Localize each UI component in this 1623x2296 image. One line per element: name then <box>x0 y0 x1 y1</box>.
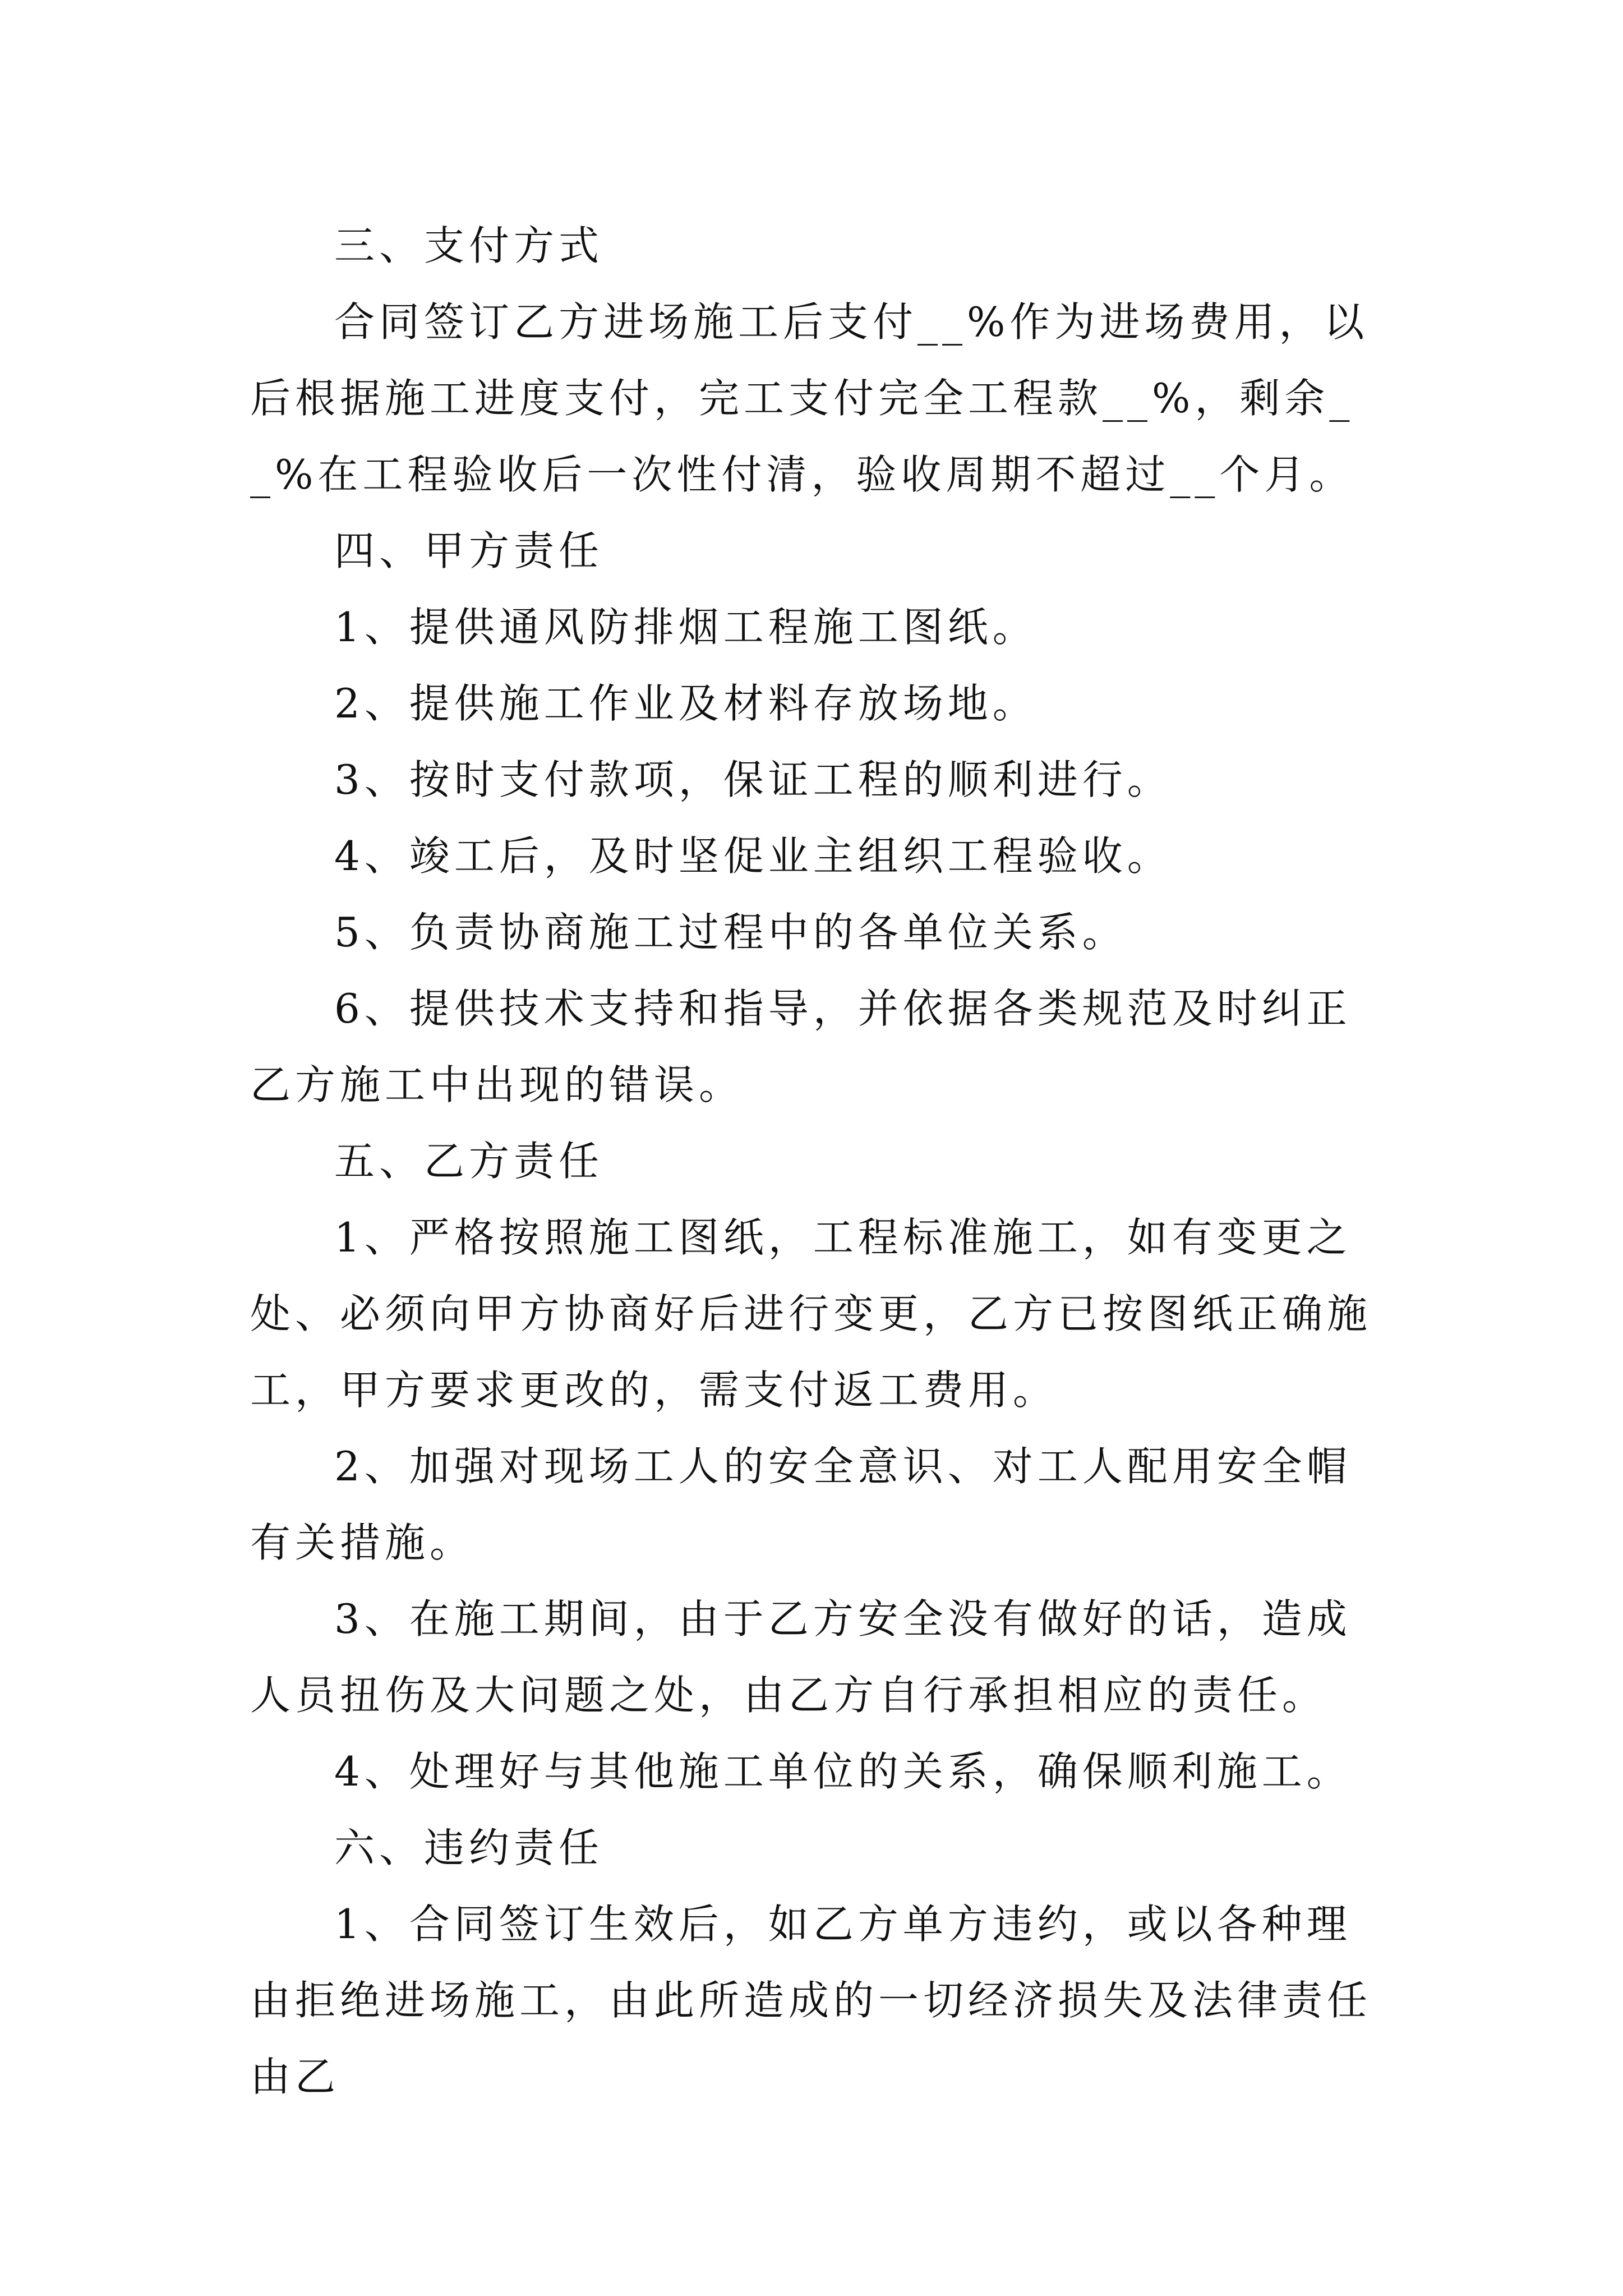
list-item-party-a-6: 6、提供技术支持和指导，并依据各类规范及时纠正乙方施工中出现的错误。 <box>250 985 1352 1108</box>
list-item-party-a-3: 3、按时支付款项，保证工程的顺利进行。 <box>334 756 1172 803</box>
list-item-party-a-4: 4、竣工后，及时坚促业主组织工程验收。 <box>334 832 1172 880</box>
section-heading-breach: 六、违约责任 <box>334 1824 604 1871</box>
list-item-party-a-2: 2、提供施工作业及材料存放场地。 <box>334 680 1038 727</box>
paragraph-payment-terms: 合同签订乙方进场施工后支付__%作为进场费用，以后根据施工进度支付，完工支付完全工程款__%，剩余__%在工程验收后一次性付清，验收周期不超过__个月。 <box>250 298 1369 498</box>
list-item-party-b-2: 2、加强对现场工人的安全意识、对工人配用安全帽有关措施。 <box>250 1443 1352 1566</box>
list-item-party-a-5: 5、负责协商施工过程中的各单位关系。 <box>334 909 1127 956</box>
section-heading-payment: 三、支付方式 <box>334 222 604 269</box>
list-item-party-b-3: 3、在施工期间，由于乙方安全没有做好的话，造成人员扭伤及大问题之处，由乙方自行承担相应的责任。 <box>250 1595 1352 1719</box>
list-item-party-b-4: 4、处理好与其他施工单位的关系，确保顺利施工。 <box>334 1748 1352 1795</box>
document-body <box>250 208 1389 2115</box>
list-item-party-b-1: 1、严格按照施工图纸，工程标准施工，如有变更之处、必须向甲方协商好后进行变更，乙方已按图纸正确施工，甲方要求更改的，需支付返工费用。 <box>250 1214 1372 1414</box>
section-heading-party-a: 四、甲方责任 <box>334 527 604 574</box>
section-heading-party-b: 五、乙方责任 <box>334 1138 604 1185</box>
list-item-party-a-1: 1、提供通风防排烟工程施工图纸。 <box>334 604 1038 651</box>
list-item-breach-1: 1、合同签订生效后，如乙方单方违约，或以各种理由拒绝进场施工，由此所造成的一切经济损失及法律责任由乙 <box>250 1901 1372 2100</box>
